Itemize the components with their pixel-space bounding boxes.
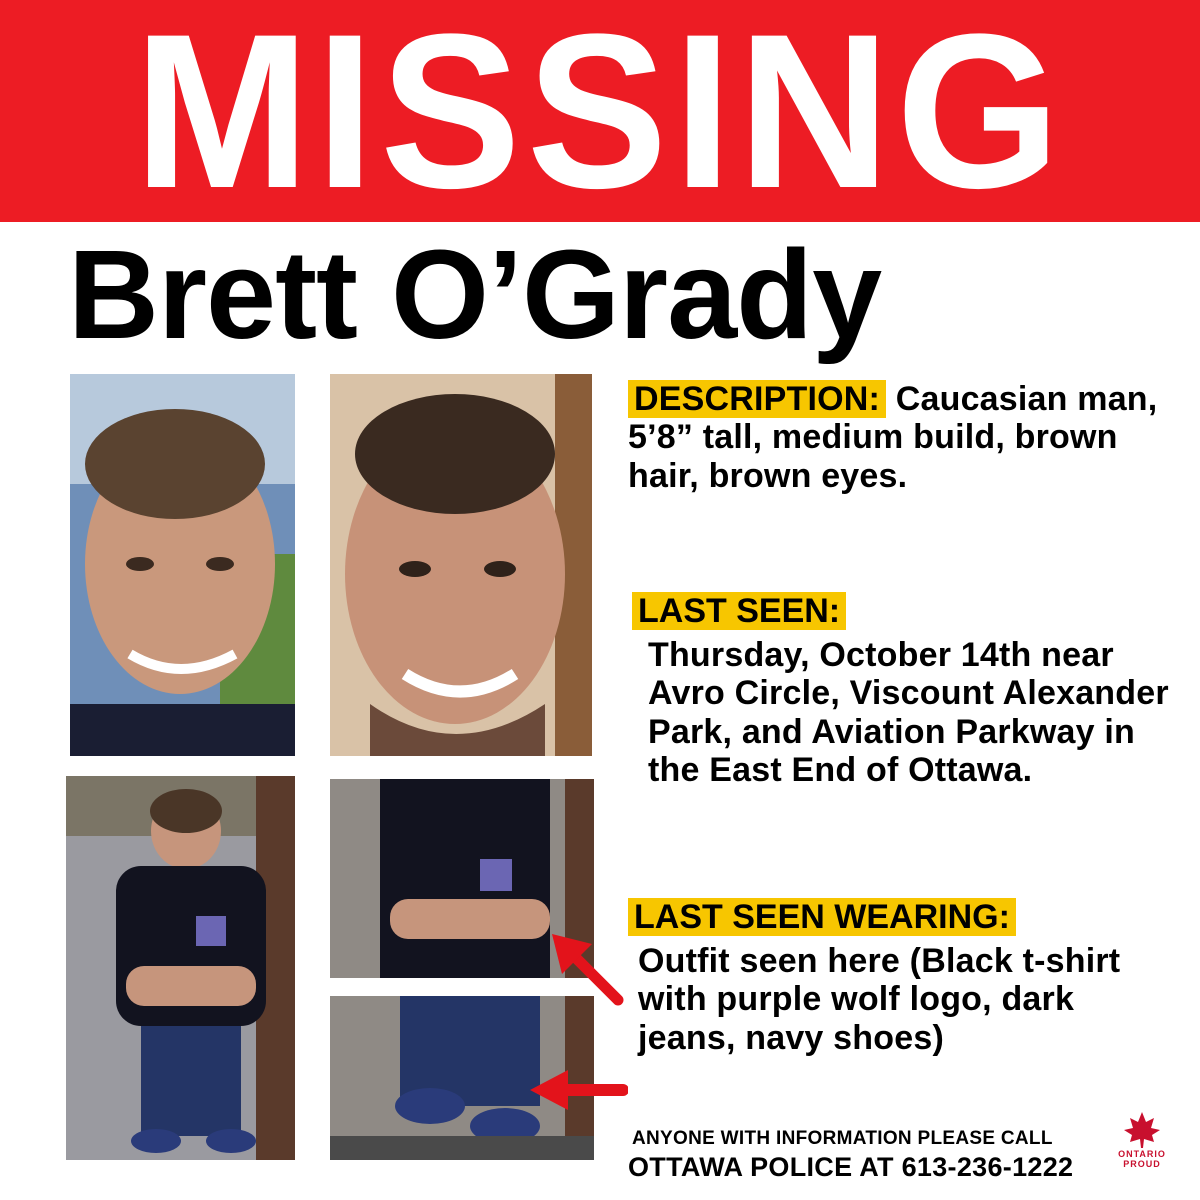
banner-title: MISSING [133, 0, 1067, 234]
arrow-icon [528, 1068, 628, 1112]
person-name: Brett O’Grady [68, 224, 882, 365]
last-seen-wearing-label-wrap [628, 898, 1016, 937]
logo-line-2: PROUD [1123, 1158, 1161, 1169]
missing-banner [0, 0, 1200, 234]
full-body-photo [66, 776, 295, 1160]
last-seen-label-wrap [632, 592, 846, 631]
ontario-proud-logo [1112, 1110, 1172, 1190]
contact-line-2: OTTAWA POLICE AT 613-236-1222 [628, 1152, 1074, 1182]
description-label: DESCRIPTION: [628, 380, 886, 418]
last-seen-text: Thursday, October 14th near Avro Circle, Viscount Alexander Park, and Aviation Parkway in the East End of Ottawa. [648, 636, 1169, 790]
arrow-icon [548, 930, 628, 1010]
description-block [628, 380, 1168, 495]
maple-leaf-icon [1122, 1110, 1162, 1150]
description-text: Caucasian man, 5’8” tall, medium build, brown hair, brown eyes. [628, 380, 1158, 495]
last-seen-wearing-label: LAST SEEN WEARING: [628, 898, 1016, 936]
last-seen-wearing-text: Outfit seen here (Black t-shirt with purple wolf logo, dark jeans, navy shoes) [638, 942, 1121, 1057]
contact-line-1: ANYONE WITH INFORMATION PLEASE CALL [632, 1128, 1053, 1149]
last-seen-label: LAST SEEN: [632, 592, 846, 630]
face-photo-outdoor [70, 374, 295, 756]
face-photo-indoor [330, 374, 592, 756]
logo-line-1: ONTARIO [1118, 1149, 1166, 1159]
